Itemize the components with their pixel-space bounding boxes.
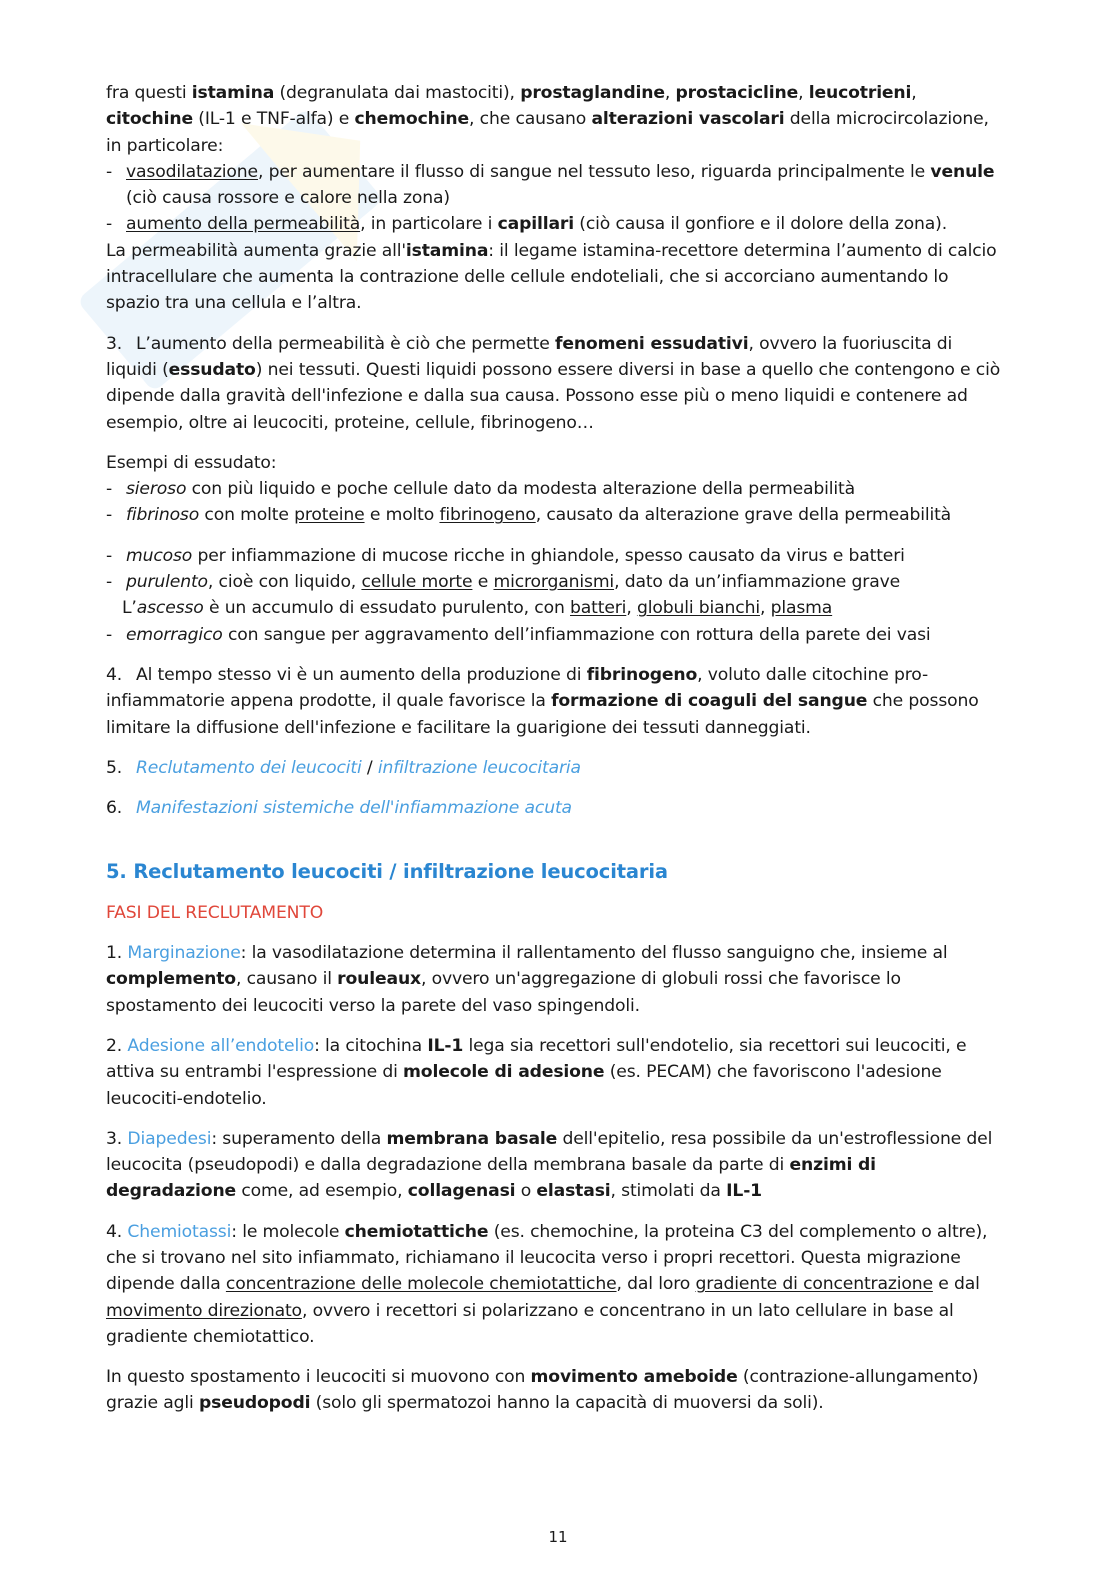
phase-chemiotassi: 4. Chemiotassi: le molecole chemiotattiche (es. chemochine, la proteina C3 del complemento o altre), che si trovano nel sito infiammato, richiamano il leucocita verso i propri recettori. Questa migrazione dipende dalla concentrazione delle molecole chemiotattiche, dal loro gradiente di concentrazione e dal movimento direzionato, ovvero i recettori si polarizzano e concentrano in un lato cellulare in base al gradiente chemiotattico. <box>106 1221 988 1347</box>
list-item-vasodilatation: - vasodilatazione, per aumentare il flusso di sangue nel tessuto leso, riguarda principalmente le venule (ciò causa rossore e calore nella zona) <box>106 161 995 209</box>
list-item-purulento: - purulento, cioè con liquido, cellule morte e microrganismi, dato da un’infiammazione grave <box>106 572 901 593</box>
link-infiltrazione[interactable]: infiltrazione leucocitaria <box>377 757 581 778</box>
phase-marginazione: 1. Marginazione: la vasodilatazione determina il rallentamento del flusso sanguigno che, insieme al complemento, causano il rouleaux, ovvero un'aggregazione di globuli rossi che favorisce lo spostamento dei leucociti verso la parete del vaso spingendoli. <box>106 943 948 1016</box>
paragraph-point-4: 4. Al tempo stesso vi è un aumento della produzione di fibrinogeno, voluto dalle citochine pro-infiammatorie appena prodotte, il quale favorisce la formazione di coaguli del sangue che possono limitare la diffusione dell'infezione e facilitare la guarigione dei tessuti danneggiati. <box>106 664 979 738</box>
section-heading: 5. Reclutamento leucociti / infiltrazione leucocitaria <box>106 860 668 884</box>
link-reclutamento[interactable]: Reclutamento dei leucociti <box>136 757 362 778</box>
list-item-mucoso: - mucoso per infiammazione di mucose ricche in ghiandole, spesso causato da virus e batteri <box>106 545 905 566</box>
paragraph-histamine: La permeabilità aumenta grazie all'istamina: il legame istamina-recettore determina l’aumento di calcio intracellulare che aumenta la contrazione delle cellule endoteliali, che si accorciano aumentando lo spazio tra una cellula e l’altra. <box>106 240 997 314</box>
list-item-emorragico: - emorragico con sangue per aggravamento dell’infiammazione con rottura della parete dei vasi <box>106 624 931 645</box>
paragraph-point-6: 6. Manifestazioni sistemiche dell'infiammazione acuta <box>106 798 572 819</box>
list-item-sieroso: - sieroso con più liquido e poche cellule dato da modesta alterazione della permeabilità <box>106 479 856 500</box>
paragraph-ameboid: In questo spostamento i leucociti si muovono con movimento ameboide (contrazione-allungamento) grazie agli pseudopodi (solo gli spermatozoi hanno la capacità di muoversi da soli). <box>106 1367 979 1414</box>
list-item-fibrinoso: - fibrinoso con molte proteine e molto fibrinogeno, causato da alterazione grave della permeabilità <box>106 505 952 526</box>
subheading-phases: FASI DEL RECLUTAMENTO <box>106 902 324 923</box>
list-item-permeability: - aumento della permeabilità, in particolare i capillari (ciò causa il gonfiore e il dolore della zona). <box>106 214 948 235</box>
exudate-examples-label: Esempi di essudato: <box>106 452 277 473</box>
page-number: 11 <box>548 1528 568 1546</box>
paragraph-mediators: fra questi istamina (degranulata dai mastociti), prostaglandine, prostacicline, leucotrieni, citochine (IL-1 e TNF-alfa) e chemochine, che causano alterazioni vascolari della microcircolazione, in particolare: <box>106 83 989 156</box>
link-manifestazioni[interactable]: Manifestazioni sistemiche dell'infiammazione acuta <box>136 798 572 819</box>
document-page <box>106 80 1006 1417</box>
paragraph-point-3: 3. L’aumento della permeabilità è ciò che permette fenomeni essudativi, ovvero la fuoriuscita di liquidi (essudato) nei tessuti. Questi liquidi possono essere diversi in base a quello che contengono e ciò dipende dalla gravità dell'infezione e dalla sua causa. Possono esse più o meno liquidi e contenere ad esempio, oltre ai leucociti, proteine, cellule, fibrinogeno… <box>106 333 1001 433</box>
phase-adesione: 2. Adesione all’endotelio: la citochina IL-1 lega sia recettori sull'endotelio, sia recettori sui leucociti, e attiva su entrambi l'espressione di molecole di adesione (es. PECAM) che favoriscono l'adesione leucociti-endotelio. <box>106 1035 967 1109</box>
list-item-ascesso: L’ascesso è un accumulo di essudato purulento, con batteri, globuli bianchi, plasma <box>122 598 833 619</box>
phase-diapedesi: 3. Diapedesi: superamento della membrana basale dell'epitelio, resa possibile da un'estroflessione del leucocita (pseudopodi) e dalla degradazione della membrana basale da parte di enzimi di degradazione come, ad esempio, collagenasi o elastasi, stimolati da IL-1 <box>106 1128 993 1202</box>
paragraph-point-5: 5. Reclutamento dei leucociti / infiltrazione leucocitaria <box>106 757 581 778</box>
